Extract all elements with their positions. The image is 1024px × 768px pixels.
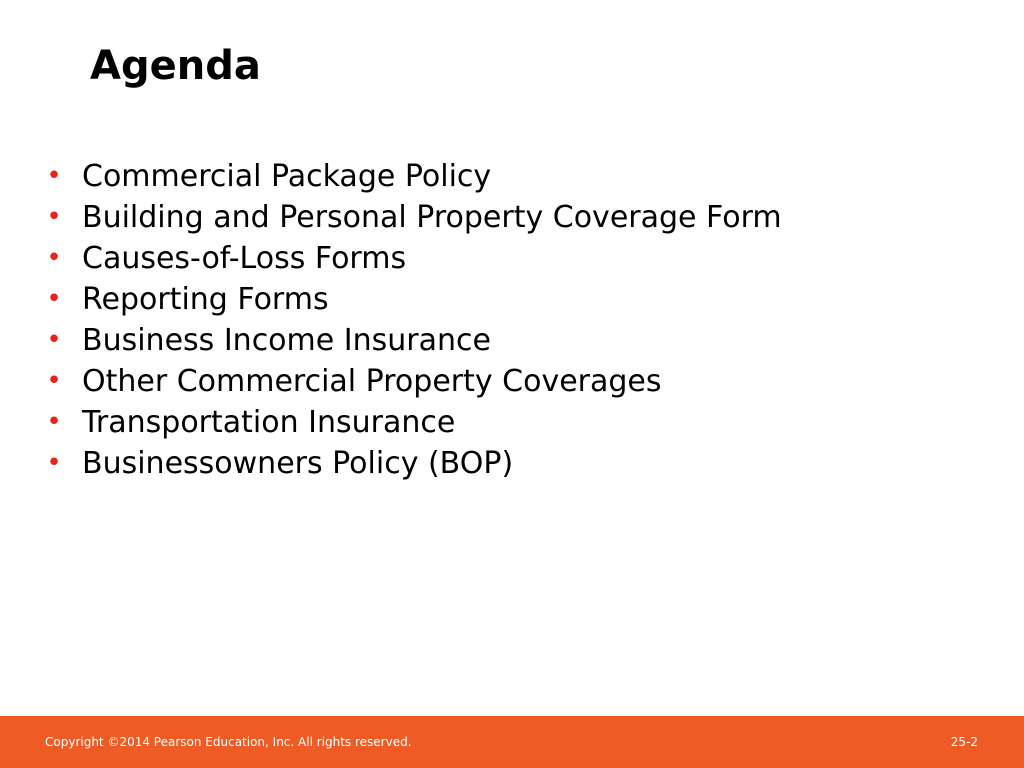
agenda-item-label: Building and Personal Property Coverage Form: [82, 200, 782, 235]
agenda-item-label: Businessowners Policy (BOP): [82, 446, 514, 481]
agenda-item: [44, 361, 782, 402]
agenda-item: [44, 156, 782, 197]
slide-number: 25-2: [950, 735, 978, 749]
agenda-item-label: Business Income Insurance: [82, 323, 491, 358]
agenda-item: [44, 238, 782, 279]
bullet-icon: •: [46, 202, 62, 232]
agenda-item: [44, 443, 782, 484]
agenda-item-label: Reporting Forms: [82, 282, 329, 317]
bullet-icon: •: [46, 366, 62, 396]
agenda-item: [44, 279, 782, 320]
agenda-item-label: Transportation Insurance: [82, 405, 456, 440]
agenda-item-label: Causes-of-Loss Forms: [82, 241, 407, 276]
agenda-item: [44, 402, 782, 443]
agenda-item: [44, 320, 782, 361]
agenda-item-label: Commercial Package Policy: [82, 159, 492, 194]
agenda-item: [44, 197, 782, 238]
footer-bar: [0, 716, 1024, 768]
agenda-item-label: Other Commercial Property Coverages: [82, 364, 662, 399]
bullet-icon: •: [46, 243, 62, 273]
bullet-icon: •: [46, 161, 62, 191]
slide-title: Agenda: [90, 43, 261, 89]
agenda-list: [44, 156, 782, 484]
footer-copyright: Copyright ©2014 Pearson Education, Inc. All rights reserved.: [45, 735, 412, 749]
bullet-icon: •: [46, 448, 62, 478]
bullet-icon: •: [46, 325, 62, 355]
bullet-icon: •: [46, 284, 62, 314]
bullet-icon: •: [46, 407, 62, 437]
